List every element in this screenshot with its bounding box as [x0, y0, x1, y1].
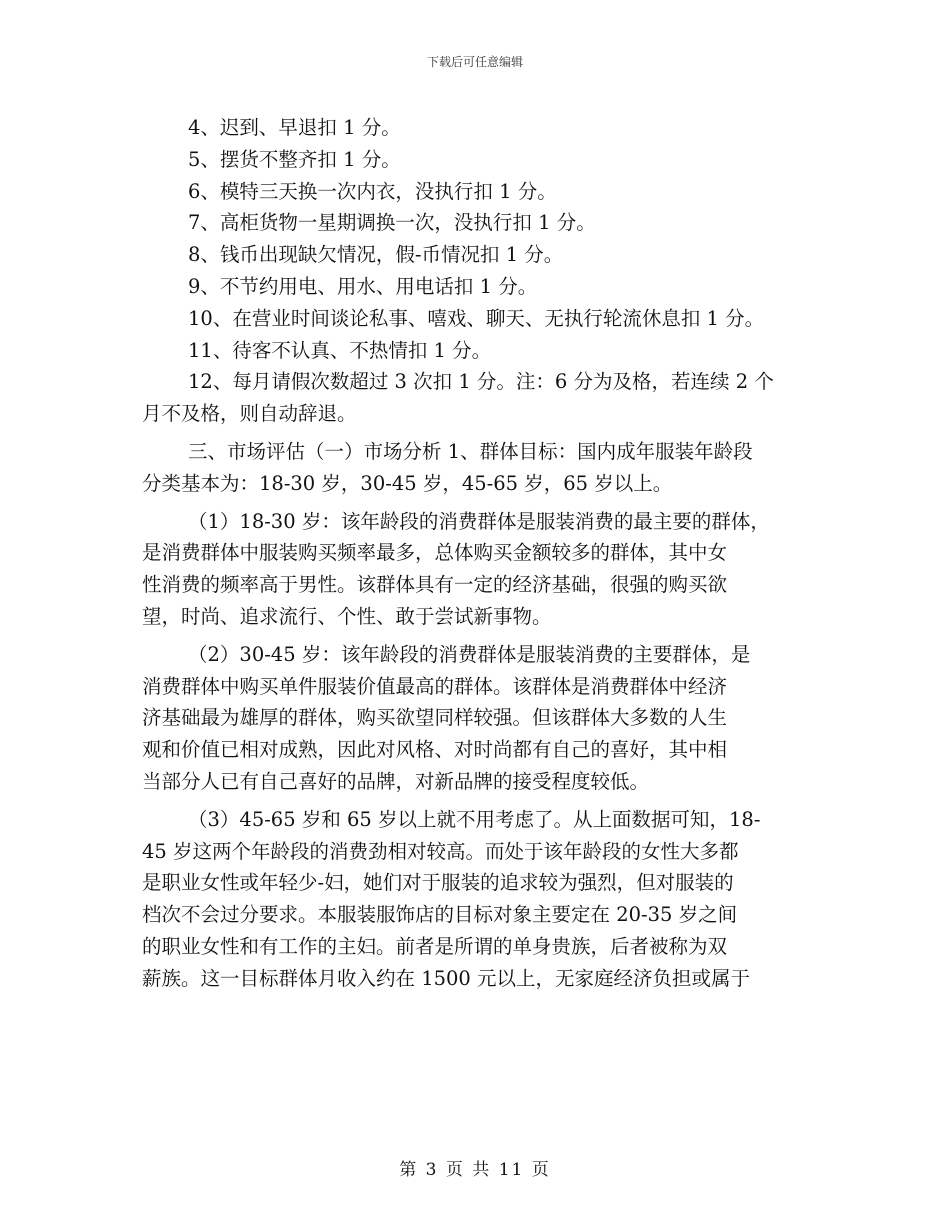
text-line: 档次不会过分要求。本服装服饰店的目标对象主要定在 20-35 岁之间 — [142, 903, 738, 927]
document-body — [142, 112, 812, 995]
text-line: 4、迟到、早退扣 1 分。 — [188, 116, 401, 139]
text-line: 月不及格，则自动辞退。 — [142, 402, 357, 426]
text-line: 11、待客不认真、不热情扣 1 分。 — [188, 338, 492, 362]
text-line: 是职业女性或年轻少-妇，她们对于服装的追求较为强烈，但对服装的 — [142, 871, 734, 895]
text-line: 的职业女性和有工作的主妇。前者是所谓的单身贵族，后者被称为双 — [142, 934, 728, 958]
text-line: 观和价值已相对成熟，因此对风格、对时尚都有自己的喜好，其中相 — [142, 738, 728, 762]
text-line: 是消费群体中服装购买频率最多，总体购买金额较多的群体，其中女 — [142, 541, 728, 565]
text-line: 5、摆货不整齐扣 1 分。 — [188, 147, 401, 171]
text-line: 9、不节约用电、用水、用电话扣 1 分。 — [188, 274, 538, 298]
text-line: （3）45-65 岁和 65 岁以上就不用考虑了。从上面数据可知，18- — [188, 807, 761, 831]
text-line: 6、模特三天换一次内衣，没执行扣 1 分。 — [188, 179, 557, 203]
text-line: 10、在营业时间谈论私事、嘻戏、聊天、无执行轮流休息扣 1 分。 — [188, 306, 765, 330]
text-line: （2）30-45 岁：该年龄段的消费群体是服装消费的主要群体，是 — [188, 642, 751, 666]
text-line: 望，时尚、追求流行、个性、敢于尝试新事物。 — [142, 604, 552, 628]
text-line: 济基础最为雄厚的群体，购买欲望同样较强。但该群体大多数的人生 — [142, 706, 728, 730]
text-line: 薪族。这一目标群体月收入约在 1500 元以上，无家庭经济负担或属于 — [142, 966, 751, 990]
text-line: 性消费的频率高于男性。该群体具有一定的经济基础，很强的购买欲 — [142, 573, 728, 597]
text-line: （1）18-30 岁：该年龄段的消费群体是服装消费的最主要的群体， — [188, 509, 770, 533]
page-number-footer: 第 3 页 共 11 页 — [399, 1160, 551, 1180]
text-line: 当部分人已有自己喜好的品牌，对新品牌的接受程度较低。 — [142, 769, 650, 793]
text-line: 8、钱币出现缺欠情况，假-币情况扣 1 分。 — [188, 243, 564, 267]
text-line: 消费群体中购买单件服装价值最高的群体。该群体是消费群体中经济 — [142, 674, 728, 698]
text-line: 三、市场评估（一）市场分析 1、群体目标：国内成年服装年龄段 — [188, 439, 753, 463]
text-line: 45 岁这两个年龄段的消费劲相对较高。而处于该年龄段的女性大多都 — [142, 839, 739, 863]
text-line: 12、每月请假次数超过 3 次扣 1 分。注：6 分为及格，若连续 2 个 — [188, 370, 774, 394]
page-header: 下载后可任意编辑 — [426, 55, 523, 69]
text-line: 分类基本为：18-30 岁，30-45 岁，45-65 岁，65 岁以上。 — [142, 471, 673, 495]
text-line: 7、高柜货物一星期调换一次，没执行扣 1 分。 — [188, 211, 596, 235]
